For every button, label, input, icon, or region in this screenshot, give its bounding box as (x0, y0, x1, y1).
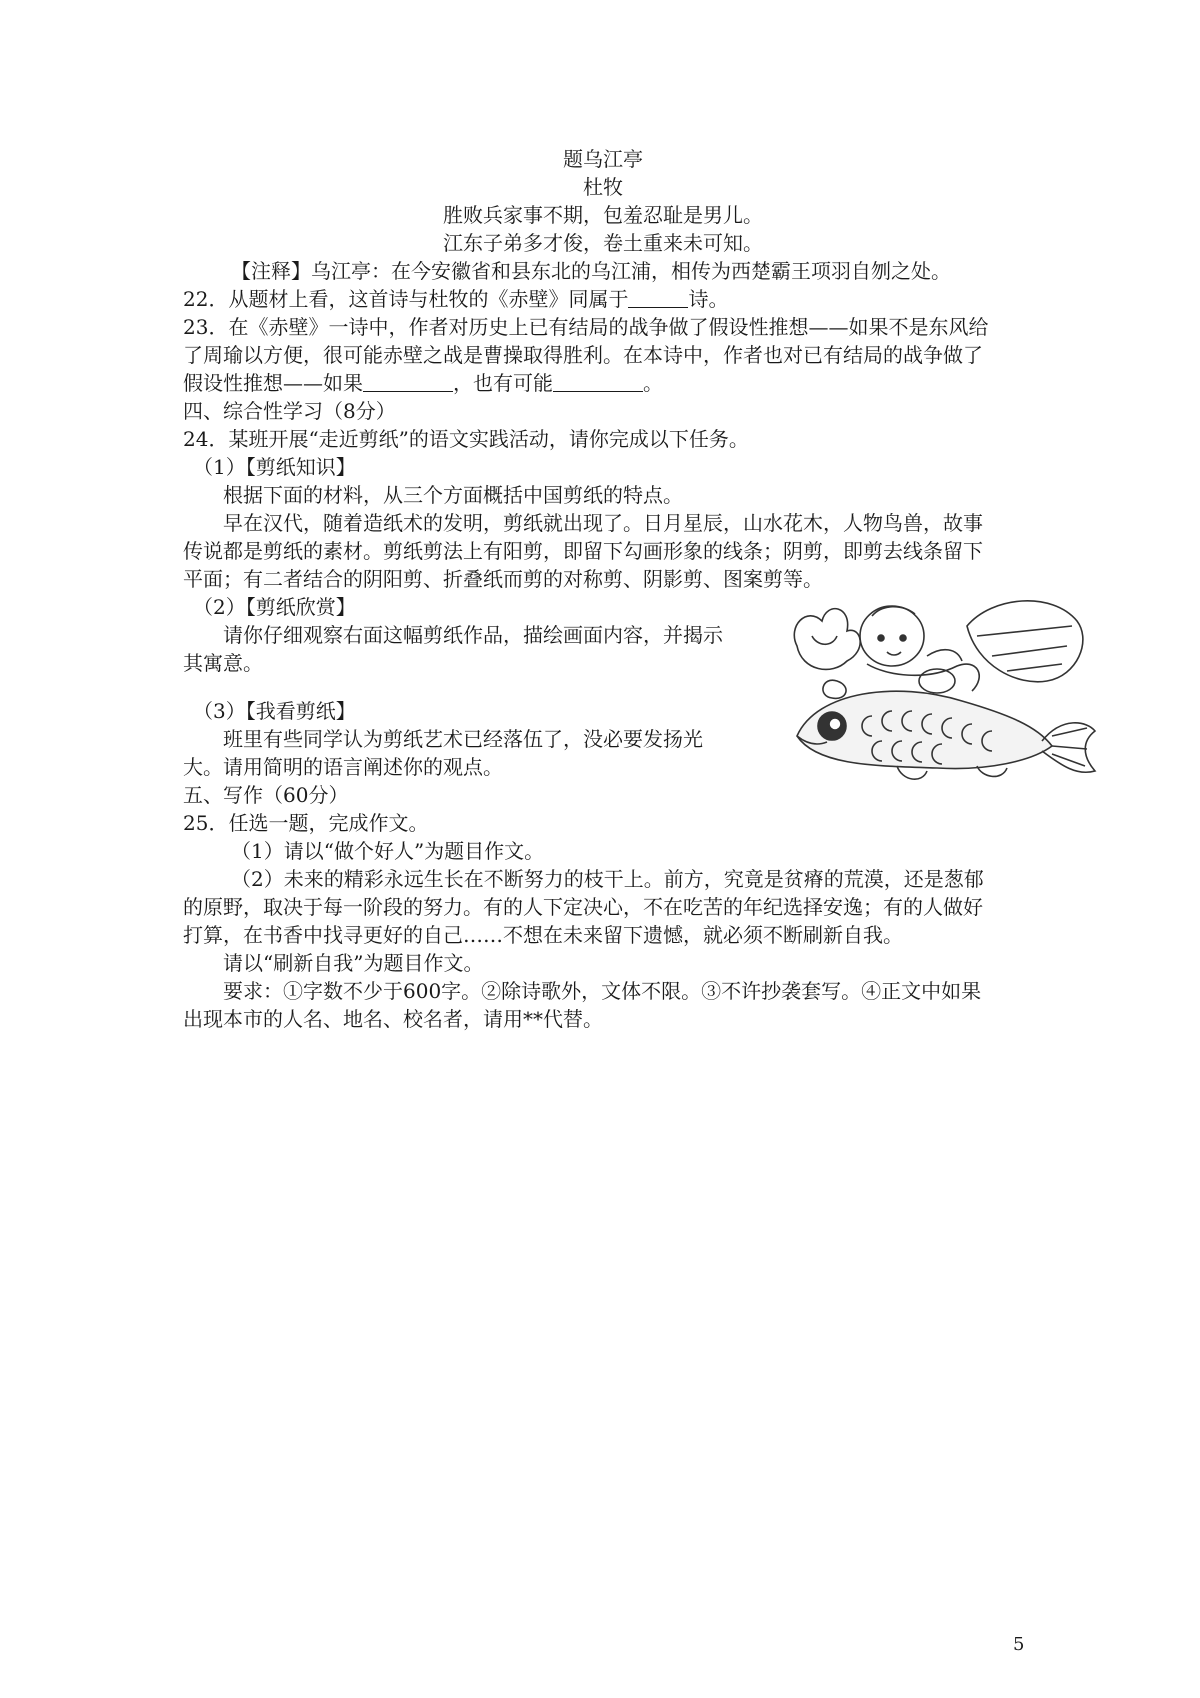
essay-option-1: （1）请以“做个好人”为题目作文。 (231, 839, 545, 863)
question-22 (183, 285, 1023, 313)
question-25-stem: 25．任选一题，完成作文。 (183, 811, 429, 835)
task-1-material-line-2: 传说都是剪纸的素材。剪纸剪法上有阳剪，即留下勾画形象的线条；阴剪，即剪去线条留下 (183, 539, 983, 563)
question-23-line-3 (183, 369, 1023, 397)
poem-note: 【注释】乌江亭：在今安徽省和县东北的乌江浦，相传为西楚霸王项羽自刎之处。 (231, 259, 951, 283)
task-3-line-2: 大。请用简明的语言阐述你的观点。 (183, 755, 503, 779)
section-5-heading: 五、写作（60分） (183, 783, 349, 807)
task-3-heading: （3）【我看剪纸】 (193, 699, 356, 723)
papercut-child-fish-image (777, 586, 1097, 786)
task-2-heading: （2）【剪纸欣赏】 (193, 595, 356, 619)
poem-line-2: 江东子弟多才俊，卷土重来未可知。 (443, 231, 763, 255)
task-2-line-1: 请你仔细观察右面这幅剪纸作品，描绘画面内容，并揭示 (223, 623, 723, 647)
task-2-line-2: 其寓意。 (183, 651, 263, 675)
answer-blank-22[interactable] (628, 287, 688, 308)
question-23-text-a: 假设性推想——如果 (183, 371, 363, 395)
page-number: 5 (1013, 1634, 1025, 1655)
essay-option-2-line-2: 的原野，取决于每一阶段的努力。有的人下定决心，不在吃苦的年纪选择安逸；有的人做好 (183, 895, 983, 919)
essay-requirements-line-2: 出现本市的人名、地名、校名者，请用**代替。 (183, 1007, 603, 1031)
essay-option-2-line-1: （2）未来的精彩永远生长在不断努力的枝干上。前方，究竟是贫瘠的荒漠，还是葱郁 (231, 867, 984, 891)
question-22-end: 诗。 (688, 287, 729, 311)
task-1-heading: （1）【剪纸知识】 (193, 455, 356, 479)
poem-author: 杜牧 (583, 175, 623, 199)
essay-requirements-line-1: 要求：①字数不少于600字。②除诗歌外，文体不限。③不许抄袭套写。④正文中如果 (223, 979, 982, 1003)
essay-option-2-prompt: 请以“刷新自我”为题目作文。 (223, 951, 484, 975)
poem-title: 题乌江亭 (563, 147, 643, 171)
question-23-text-c: 。 (643, 371, 663, 395)
task-1-material-line-1: 早在汉代，随着造纸术的发明，剪纸就出现了。日月星辰，山水花木，人物鸟兽，故事 (223, 511, 983, 535)
answer-blank-23-a[interactable] (363, 371, 453, 392)
question-23-line-2: 了周瑜以方便，很可能赤壁之战是曹操取得胜利。在本诗中，作者也对已有结局的战争做了 (183, 343, 983, 367)
answer-blank-23-b[interactable] (553, 371, 643, 392)
task-1-instruction: 根据下面的材料，从三个方面概括中国剪纸的特点。 (223, 483, 683, 507)
task-3-line-1: 班里有些同学认为剪纸艺术已经落伍了，没必要发扬光 (223, 727, 703, 751)
task-1-material-line-3: 平面；有二者结合的阴阳剪、折叠纸而剪的对称剪、阴影剪、图案剪等。 (183, 567, 823, 591)
question-23-text-b: ，也有可能 (453, 371, 553, 395)
question-24-stem: 24．某班开展“走近剪纸”的语文实践活动，请你完成以下任务。 (183, 427, 749, 451)
poem-line-1: 胜败兵家事不期，包羞忍耻是男儿。 (443, 203, 763, 227)
question-22-text: 22．从题材上看，这首诗与杜牧的《赤壁》同属于 (183, 287, 629, 311)
section-4-heading: 四、综合性学习（8分） (183, 399, 396, 423)
question-23-line-1: 23．在《赤壁》一诗中，作者对历史上已有结局的战争做了假设性推想——如果不是东风给 (183, 315, 989, 339)
essay-option-2-line-3: 打算，在书香中找寻更好的自己……不想在未来留下遗憾，就必须不断刷新自我。 (183, 923, 903, 947)
